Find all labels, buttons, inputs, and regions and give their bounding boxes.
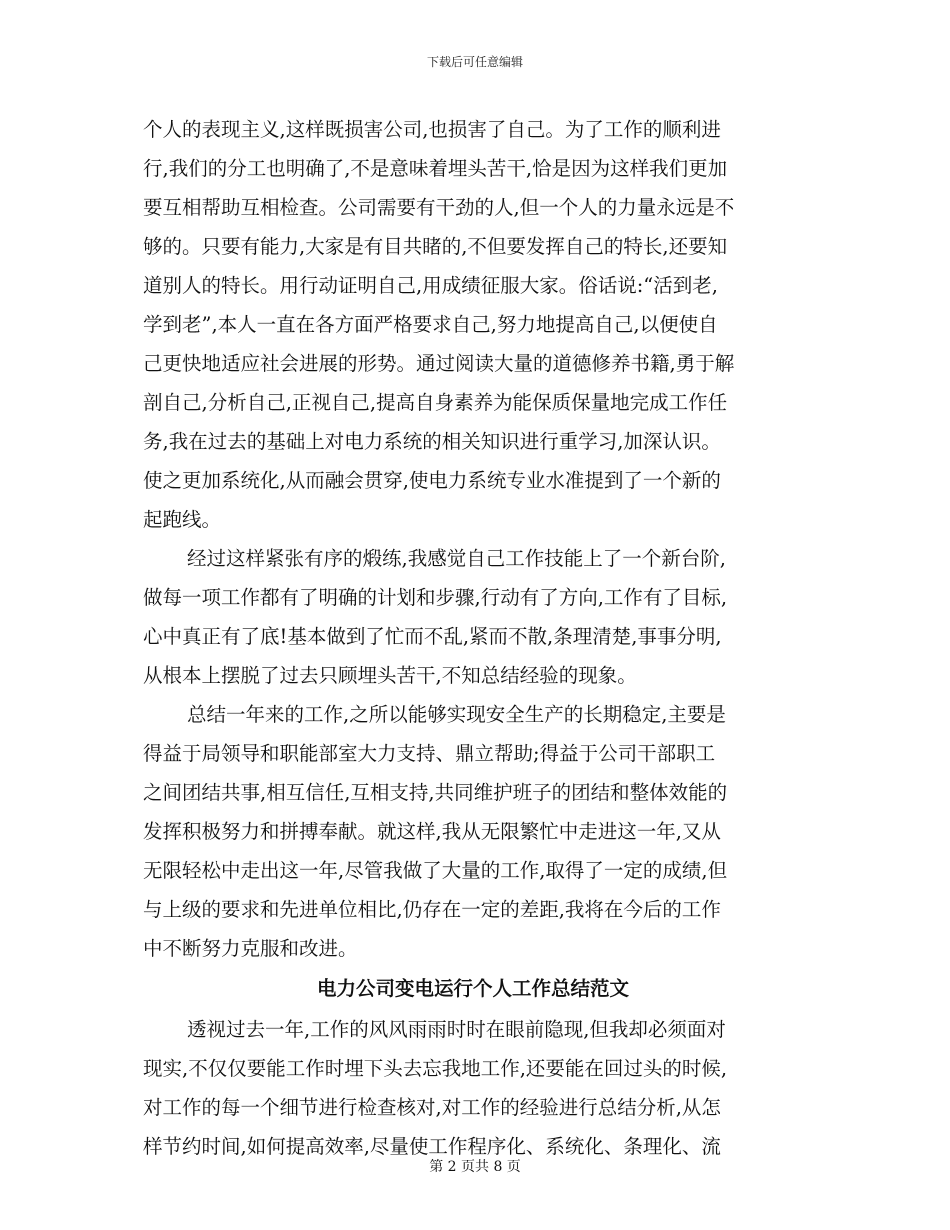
text-line: 学到老”,本人一直在各方面严格要求自己,努力地提高自己,以便使自 [143, 313, 718, 336]
text-line: 发挥积极努力和拼搏奉献。就这样,我从无限繁忙中走进这一年,又从 [143, 820, 721, 843]
page-header: 下载后可任意编辑 [426, 55, 523, 69]
text-line: 做每一项工作都有了明确的计划和步骤,行动有了方向,工作有了目标, [143, 586, 728, 609]
text-line: 现实,不仅仅要能工作时埋下头去忘我地工作,还要能在回过头的时候, [143, 1057, 728, 1080]
text-line: 得益于局领导和职能部室大力支持、鼎立帮助;得益于公司干部职工 [143, 742, 716, 765]
text-line: 对工作的每一个细节进行检查核对,对工作的经验进行总结分析,从怎 [143, 1096, 721, 1119]
text-line: 个人的表现主义,这样既损害公司,也损害了自己。为了工作的顺利进 [143, 118, 721, 141]
text-line: 要互相帮助互相检查。公司需要有干劲的人,但一个人的力量永远是不 [143, 196, 735, 219]
text-line: 心中真正有了底!基本做到了忙而不乱,紧而不散,条理清楚,事事分明, [143, 625, 722, 648]
section-title: 电力公司变电运行个人工作总结范文 [316, 977, 629, 1000]
paragraph-first-line: 总结一年来的工作,之所以能够实现安全生产的长期稳定,主要是 [187, 703, 726, 726]
text-line: 无限轻松中走出这一年,尽管我做了大量的工作,取得了一定的成绩,但 [143, 859, 728, 882]
page-footer: 第 2 页共 8 页 [429, 1159, 521, 1175]
text-line: 与上级的要求和先进单位相比,仍存在一定的差距,我将在今后的工作 [143, 898, 721, 921]
text-line: 样节约时间,如何提高效率,尽量使工作程序化、系统化、条理化、流 [143, 1135, 721, 1158]
paragraph-first-line: 透视过去一年,工作的风风雨雨时时在眼前隐现,但我却必须面对 [187, 1018, 726, 1041]
text-line: 剖自己,分析自己,正视自己,提高自身素养为能保质保量地完成工作任 [143, 391, 728, 414]
paragraph-first-line: 经过这样紧张有序的煅练,我感觉自己工作技能上了一个新台阶, [187, 547, 726, 570]
text-line: 起跑线。 [143, 508, 222, 531]
text-line: 够的。只要有能力,大家是有目共睹的,不但要发挥自己的特长,还要知 [143, 235, 728, 258]
text-line: 中不断努力克服和改进。 [143, 937, 358, 960]
text-line: 己更快地适应社会进展的形势。通过阅读大量的道德修养书籍,勇于解 [143, 352, 735, 375]
text-line: 之间团结共事,相互信任,互相支持,共同维护班子的团结和整体效能的 [143, 781, 728, 804]
text-line: 行,我们的分工也明确了,不是意味着埋头苦干,恰是因为这样我们更加 [143, 157, 728, 180]
document-body [143, 110, 803, 1166]
text-line: 从根本上摆脱了过去只顾埋头苦干,不知总结经验的现象。 [143, 664, 637, 687]
text-line: 务,我在过去的基础上对电力系统的相关知识进行重学习,加深认识。 [143, 430, 721, 453]
text-line: 使之更加系统化,从而融会贯穿,使电力系统专业水准提到了一个新的 [143, 469, 721, 492]
text-line: 道别人的特长。用行动证明自己,用成绩征服大家。俗话说:“活到老, [143, 274, 718, 297]
